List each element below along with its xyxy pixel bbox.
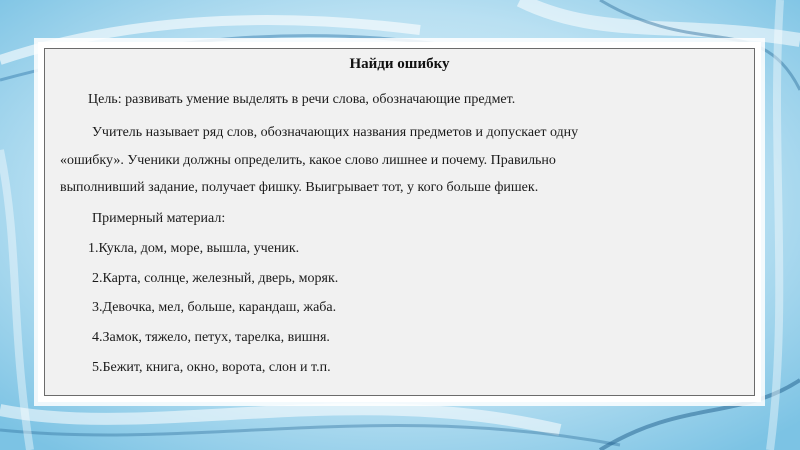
goal-line: Цель: развивать умение выделять в речи слова, обозначающие предмет. <box>88 92 516 107</box>
list-item: 5.Бежит, книга, окно, ворота, слон и т.п. <box>92 360 331 375</box>
list-item: 1.Кукла, дом, море, вышла, ученик. <box>88 241 300 256</box>
paragraph-line-3: выполнивший задание, получает фишку. Выигрывает тот, у кого больше фишек. <box>60 180 539 195</box>
list-item: 2.Карта, солнце, железный, дверь, моряк. <box>92 271 339 286</box>
text-panel <box>44 48 755 396</box>
paragraph-line-2: «ошибку». Ученики должны определить, какое слово лишнее и почему. Правильно <box>60 153 556 168</box>
list-item: 4.Замок, тяжело, петух, тарелка, вишня. <box>92 330 330 345</box>
paragraph-line-1: Учитель называет ряд слов, обозначающих названия предметов и допускает одну <box>92 125 579 140</box>
material-heading: Примерный материал: <box>92 211 226 226</box>
list-item: 3.Девочка, мел, больше, карандаш, жаба. <box>92 300 337 315</box>
document-title: Найди ошибку <box>349 56 450 72</box>
